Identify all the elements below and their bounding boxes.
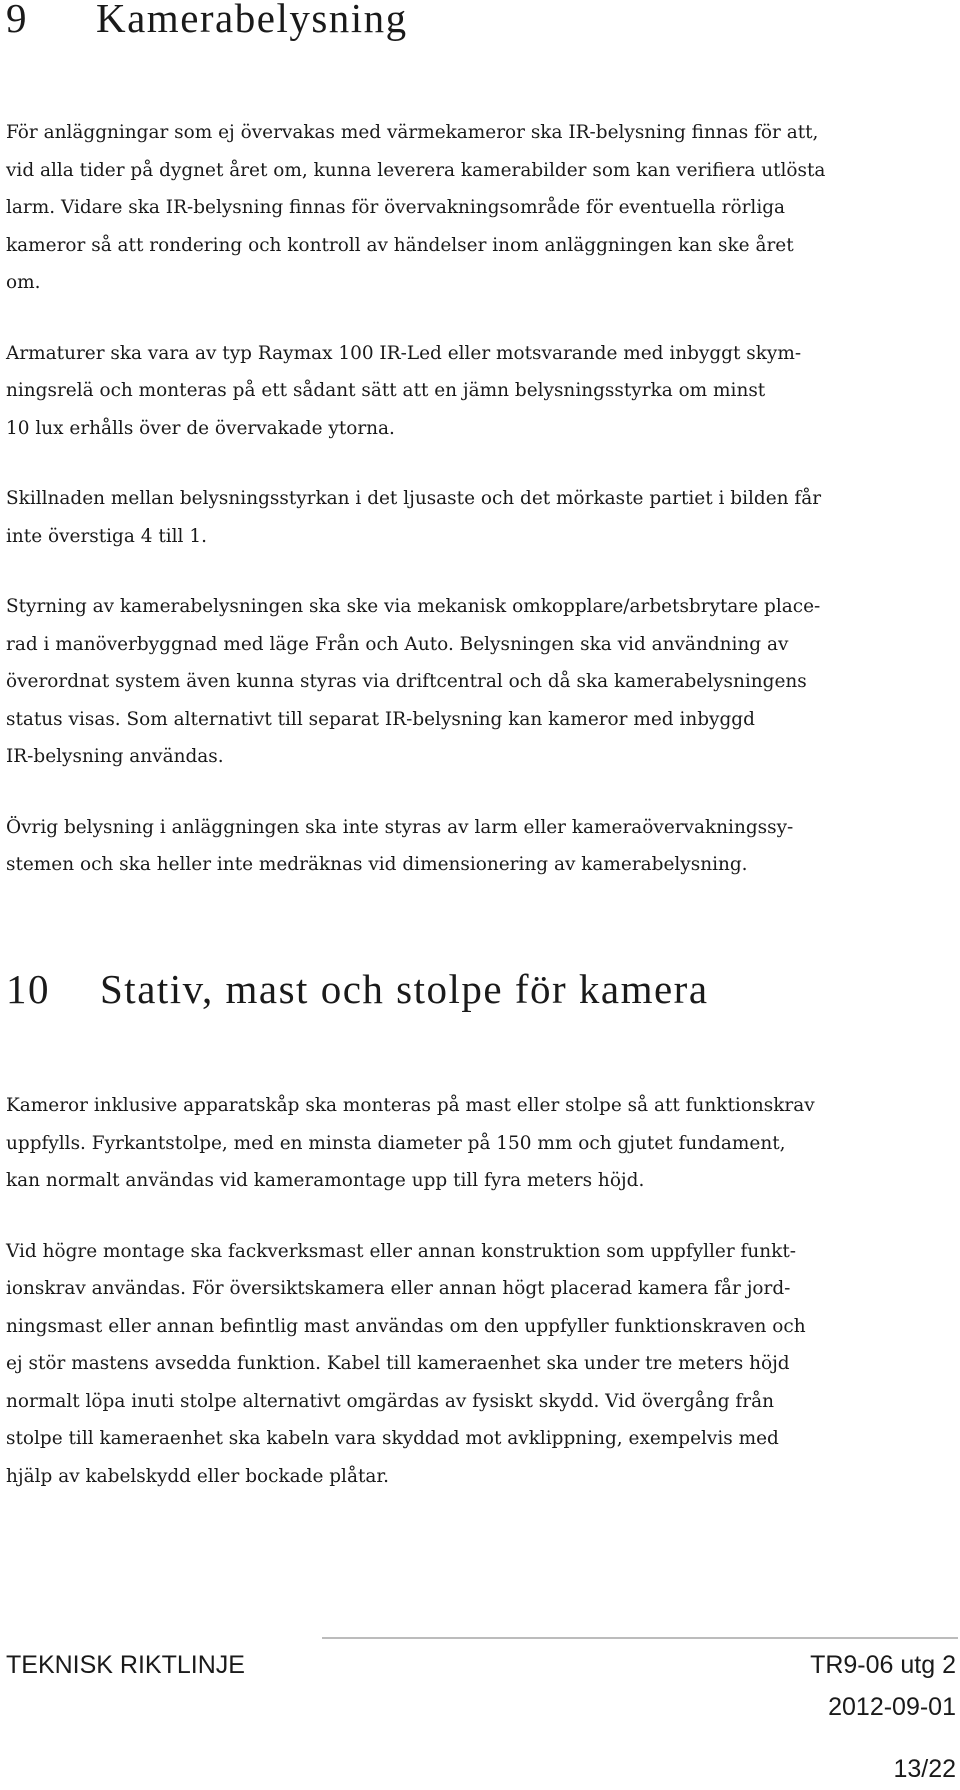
section-10-body [6,1087,956,1495]
footer-divider [322,1637,958,1639]
paragraph-gap [6,1200,956,1233]
paragraph [6,1087,956,1200]
paragraph-gap [6,555,956,588]
section-10-title: Stativ, mast och stolpe för kamera [100,966,709,1012]
footer-document-type: TEKNISK RIKTLINJE [6,1651,245,1679]
paragraph-line: inte överstiga 4 till 1. [6,525,207,547]
paragraph-line: stolpe till kameraenhet ska kabeln vara skyddad mot avklippning, exempelvis med [6,1428,779,1449]
section-9-title: Kamerabelysning [96,0,408,41]
paragraph-line: stemen och ska heller inte medräknas vid dimensionering av kamerabelysning. [6,854,748,875]
paragraph-gap [6,447,956,480]
paragraph-line: Armaturer ska vara av typ Raymax 100 IR-Led eller motsvarande med inbyggt skym- [6,342,802,364]
paragraph-gap [6,776,956,809]
paragraph [6,588,956,776]
paragraph-line: uppfylls. Fyrkantstolpe, med en minsta diameter på 150 mm och gjutet fundament, [6,1132,786,1154]
paragraph [6,809,956,884]
paragraph [6,335,956,448]
paragraph [6,1233,956,1496]
paragraph [6,480,956,555]
paragraph-line: överordnat system även kunna styras via driftcentral och då ska kamerabelysningens [6,671,807,692]
section-9-heading [6,0,408,42]
paragraph-line: ningsmast eller annan befintlig mast användas om den uppfyller funktionskraven och [6,1315,806,1337]
footer-date: 2012-09-01 [828,1693,956,1721]
paragraph-line: status visas. Som alternativt till separat IR-belysning kan kameror med inbyggd [6,708,755,730]
paragraph-line: hjälp av kabelskydd eller bockade plåtar. [6,1465,390,1487]
paragraph-gap [6,302,956,335]
footer-page-number: 13/22 [893,1755,956,1783]
paragraph-line: Skillnaden mellan belysningsstyrkan i det ljusaste och det mörkaste partiet i bilden får [6,488,822,509]
section-10-number: 10 [6,966,50,1012]
paragraph-line: om. [6,272,41,293]
footer-document-id: TR9-06 utg 2 [810,1651,956,1679]
section-9-body [6,114,956,884]
section-9-number: 9 [6,0,28,41]
paragraph-line: Vid högre montage ska fackverksmast eller annan konstruktion som uppfyller funkt- [6,1240,796,1262]
paragraph-line: Kameror inklusive apparatskåp ska monteras på mast eller stolpe så att funktionskrav [6,1095,815,1116]
paragraph-line: rad i manöverbyggnad med läge Från och Auto. Belysningen ska vid användning av [6,633,789,655]
paragraph-line: normalt löpa inuti stolpe alternativt omgärdas av fysiskt skydd. Vid övergång från [6,1390,774,1412]
paragraph-line: vid alla tider på dygnet året om, kunna leverera kamerabilder som kan verifiera utlösta [6,159,826,181]
paragraph [6,114,956,302]
paragraph-line: larm. Vidare ska IR-belysning finnas för övervakningsområde för eventuella rörliga [6,197,786,218]
section-10-heading [6,965,709,1013]
paragraph-line: För anläggningar som ej övervakas med värmekameror ska IR-belysning finnas för att, [6,122,819,143]
paragraph-line: ionskrav användas. För översiktskamera eller annan högt placerad kamera får jord- [6,1278,791,1299]
paragraph-line: Övrig belysning i anläggningen ska inte styras av larm eller kameraövervakningssy- [6,816,794,838]
paragraph-line: kan normalt användas vid kameramontage upp till fyra meters höjd. [6,1170,645,1191]
paragraph-line: ej stör mastens avsedda funktion. Kabel till kameraenhet ska under tre meters höjd [6,1353,790,1374]
paragraph-line: Styrning av kamerabelysningen ska ske via mekanisk omkopplare/arbetsbrytare place- [6,596,821,617]
paragraph-line: kameror så att rondering och kontroll av händelser inom anläggningen kan ske året [6,234,794,256]
paragraph-line: ningsrelä och monteras på ett sådant sätt att en jämn belysningsstyrka om minst [6,380,766,401]
paragraph-line: IR-belysning användas. [6,746,224,767]
paragraph-line: 10 lux erhålls över de övervakade ytorna. [6,417,395,439]
